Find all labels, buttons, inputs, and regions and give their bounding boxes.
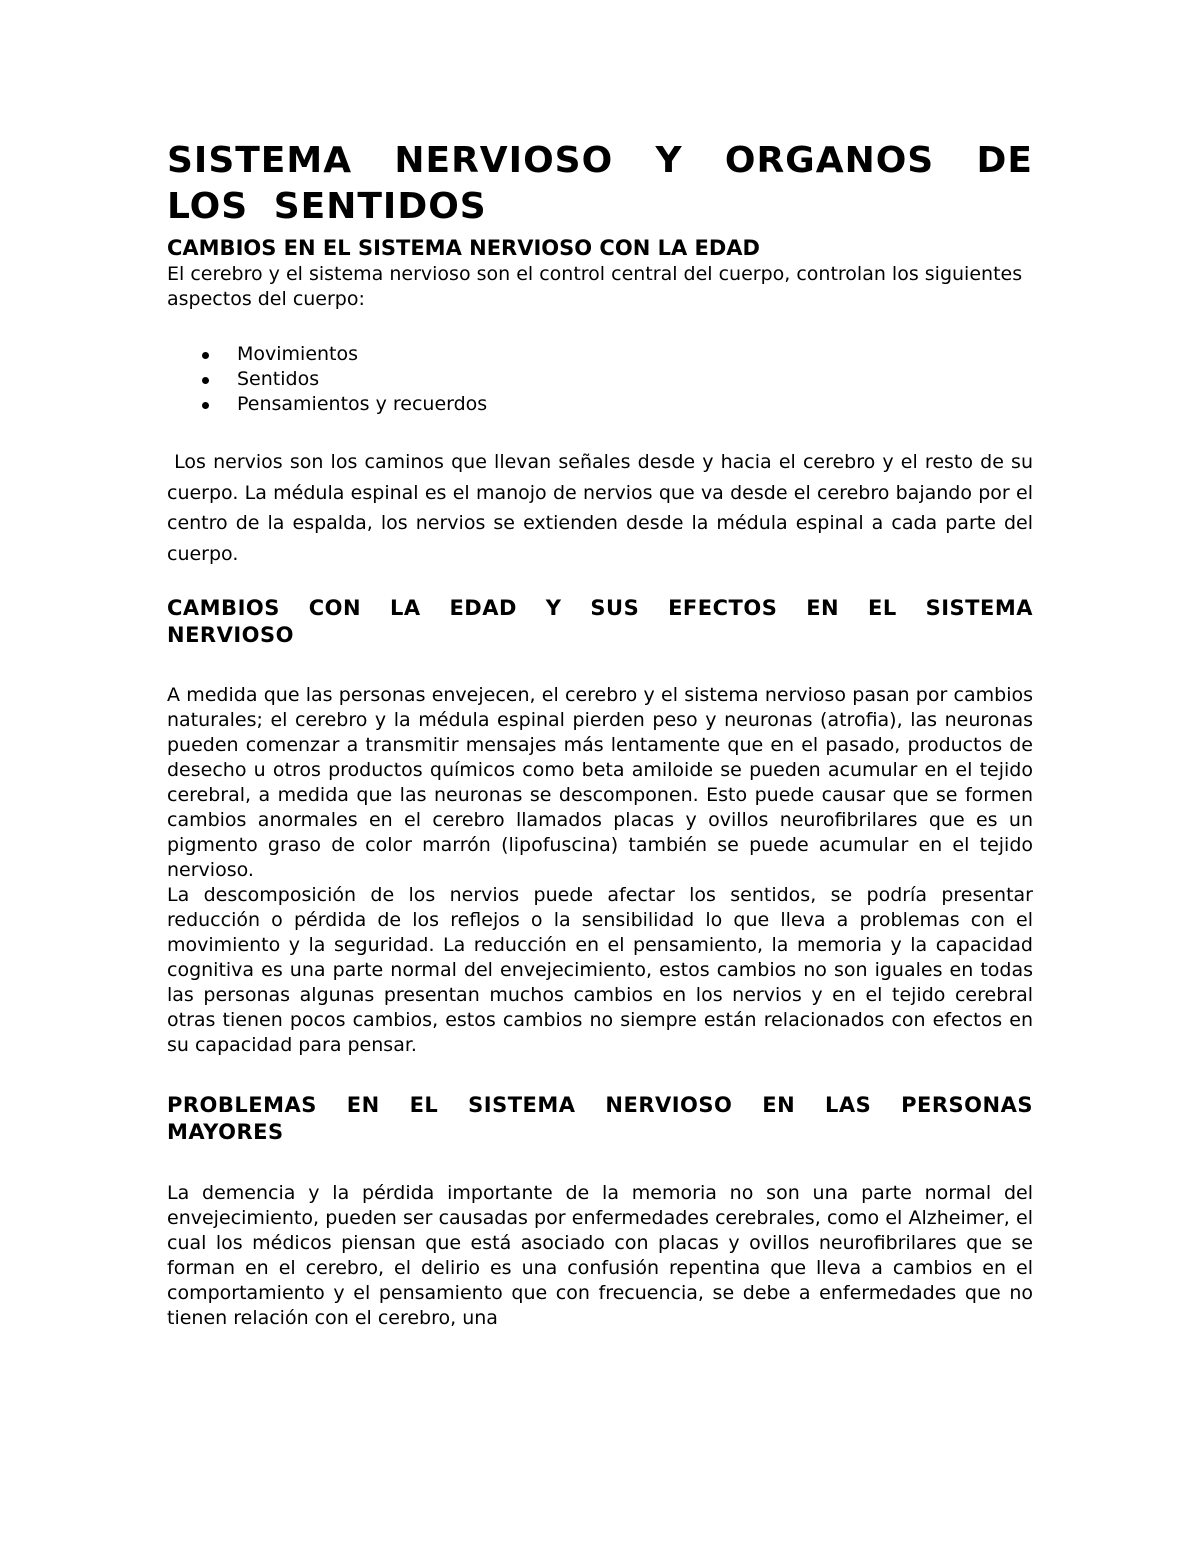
list-item [167,392,1033,417]
intro-paragraph: El cerebro y el sistema nervioso son el control central del cuerpo, controlan los siguientes aspectos del cuerpo: [167,263,1023,310]
list-item-label: Movimientos [237,343,359,365]
bullet-icon [202,377,209,384]
nerves-paragraph: Los nervios son los caminos que llevan señales desde y hacia el cerebro y el resto de su cuerpo. La médula espinal es el manojo de nervios que va desde el cerebro bajando por el centro de la espalda, los nervios se extienden desde la médula espinal a cada parte del cuerpo. [167,451,1040,565]
document-page [167,138,1040,1331]
age-changes-paragraph-2: La descomposición de los nervios puede afectar los sentidos, se podría presentar reducción o pérdida de los reflejos o la sensibilidad lo que lleva a problemas con el movimiento y la seguridad. La reducción en el pensamiento, la memoria y la capacidad cognitiva es una parte normal del envejecimiento, estos cambios no son iguales en todas las personas algunas presentan muchos cambios en los nervios y en el tejido cerebral otras tienen pocos cambios, estos cambios no siempre están relacionados con efectos en su capacidad para pensar. [167,884,1033,1056]
list-item [167,367,1033,392]
document-title: SISTEMA NERVIOSO Y ORGANOS DE LOS SENTIDOS [167,140,1033,227]
section-heading-age-changes: CAMBIOS CON LA EDAD Y SUS EFECTOS EN EL SISTEMA NERVIOSO [167,596,1033,647]
age-changes-paragraph-1: A medida que las personas envejecen, el cerebro y el sistema nervioso pasan por cambios naturales; el cerebro y la médula espinal pierden peso y neuronas (atrofia), las neuronas pueden comenzar a transmitir mensajes más lentamente que en el pasado, productos de desecho u otros productos químicos como beta amiloide se pueden acumular en el tejido cerebral, a medida que las neuronas se descomponen. Esto puede causar que se formen cambios anormales en el cerebro llamados placas y ovillos neurofibrilares que es un pigmento graso de color marrón (lipofuscina) también se puede acumular en el tejido nervioso. [167,684,1033,881]
list-item-label: Pensamientos y recuerdos [237,393,488,415]
bullet-icon [202,402,209,409]
bullet-icon [202,352,209,359]
aspects-list [167,342,1033,417]
section-heading-problems: PROBLEMAS EN EL SISTEMA NERVIOSO EN LAS PERSONAS MAYORES [167,1093,1033,1144]
problems-paragraph-1: La demencia y la pérdida importante de la memoria no son una parte normal del envejecimiento, pueden ser causadas por enfermedades cerebrales, como el Alzheimer, el cual los médicos piensan que está asociado con placas y ovillos neurofibrilares que se forman en el cerebro, el delirio es una confusión repentina que lleva a cambios en el comportamiento y el pensamiento que con frecuencia, se debe a enfermedades que no tienen relación con el cerebro, una [167,1182,1033,1329]
list-item-label: Sentidos [237,368,320,390]
list-item [167,342,1033,367]
document-subtitle: CAMBIOS EN EL SISTEMA NERVIOSO CON LA EDAD [167,236,760,260]
